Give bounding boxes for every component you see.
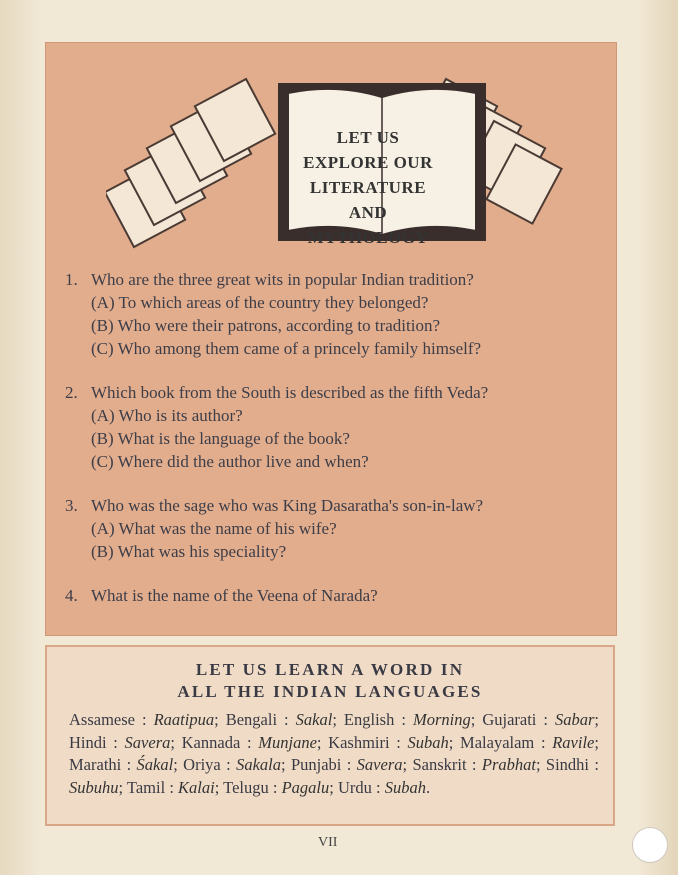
language-word: Savera xyxy=(124,732,171,752)
language-entry: English : Morning; xyxy=(343,710,483,729)
language-word: Morning xyxy=(412,710,471,729)
banner-title-line: MYTHOLOGY xyxy=(307,228,429,247)
language-entry: Sanskrit : Prabhat; xyxy=(412,755,546,774)
language-name: Hindi xyxy=(69,732,107,752)
language-name: Kashmiri xyxy=(328,732,390,752)
banner-title-line: AND xyxy=(348,203,388,222)
language-name: Kannada xyxy=(181,732,241,752)
language-name: Malayalam xyxy=(460,732,535,752)
language-word: Śakal xyxy=(136,755,174,774)
sub-question: (A) To which areas of the country they belonged? xyxy=(91,293,429,312)
sub-question: (A) Who is its author? xyxy=(91,406,243,425)
language-word: Savera xyxy=(356,755,403,774)
language-name: Sindhi xyxy=(545,755,590,774)
word-panel-title xyxy=(47,659,613,703)
question-text: Who are the three great wits in popular Indian tradition? xyxy=(91,270,474,289)
question-list xyxy=(65,268,610,628)
language-name: English xyxy=(343,710,395,729)
word-title-line: LET US LEARN A WORD IN xyxy=(195,660,465,679)
language-entry: Sindhi : Subuhu; xyxy=(69,755,599,797)
banner-title-line: LET US xyxy=(336,128,400,147)
language-entry: Oriya : Sakala; xyxy=(183,755,291,774)
sub-question: (A) What was the name of his wife? xyxy=(91,519,337,538)
banner-title xyxy=(278,125,458,250)
language-word: Kalai xyxy=(178,777,215,797)
question-item xyxy=(65,584,610,607)
language-word: Sakala xyxy=(236,755,281,774)
left-book-stack xyxy=(106,79,275,247)
language-name: Urdu xyxy=(337,777,372,797)
language-name: Sanskrit xyxy=(412,755,467,774)
language-word: Prabhat xyxy=(481,755,536,774)
language-name: Bengali xyxy=(225,710,278,729)
language-entry: Hindi : Savera; xyxy=(69,732,182,752)
language-word: Subuhu xyxy=(69,777,119,797)
question-item xyxy=(65,268,610,360)
sub-question: (B) Who were their patrons, according to tradition? xyxy=(91,316,441,335)
language-word-list xyxy=(69,709,599,799)
language-entry: Kannada : Munjane; xyxy=(181,732,329,752)
language-entry: Malayalam : Ravile; xyxy=(460,732,599,752)
language-entry: Punjabi : Savera; xyxy=(290,755,413,774)
language-word: Raatipua xyxy=(153,710,215,729)
banner-title-line: LITERATURE xyxy=(309,178,427,197)
language-word: Sabar xyxy=(554,710,595,729)
sub-question: (C) Who among them came of a princely family himself? xyxy=(91,339,482,358)
question-item xyxy=(65,381,610,473)
question-number: 4. xyxy=(65,586,78,605)
language-entry: Marathi : Śakal; xyxy=(69,755,184,774)
sub-question: (B) What was his speciality? xyxy=(91,542,287,561)
page-number: VII xyxy=(318,835,338,850)
language-word: Sakal xyxy=(295,710,333,729)
language-word: Pagalu xyxy=(281,777,330,797)
question-number: 1. xyxy=(65,270,78,289)
language-entry: Telugu : Pagalu; xyxy=(223,777,338,797)
sub-question: (C) Where did the author live and when? xyxy=(91,452,369,471)
word-panel xyxy=(45,645,615,826)
sub-question: (B) What is the language of the book? xyxy=(91,429,350,448)
language-entry: Kashmiri : Subah; xyxy=(328,732,461,752)
language-name: Marathi xyxy=(69,755,122,774)
language-entry: Gujarati : Sabar; xyxy=(482,710,599,729)
language-entry: Bengali : Sakal; xyxy=(225,710,344,729)
language-word: Munjane xyxy=(258,732,317,752)
language-name: Oriya xyxy=(183,755,221,774)
stamp-logo xyxy=(632,827,668,863)
language-entry: Assamese : Raatipua; xyxy=(69,710,226,729)
language-name: Telugu xyxy=(223,777,269,797)
question-text: Who was the sage who was King Dasaratha's son-in-law? xyxy=(91,496,484,515)
question-number: 2. xyxy=(65,383,78,402)
language-entry: Tamil : Kalai; xyxy=(126,777,224,797)
language-word: Subah xyxy=(384,777,426,797)
question-item xyxy=(65,494,610,563)
language-word: Ravile xyxy=(552,732,595,752)
language-name: Punjabi xyxy=(290,755,342,774)
language-name: Tamil xyxy=(126,777,166,797)
language-name: Gujarati xyxy=(482,710,537,729)
question-number: 3. xyxy=(65,496,78,515)
question-text: What is the name of the Veena of Narada? xyxy=(91,586,378,605)
language-word: Subah xyxy=(407,732,449,752)
word-title-line: ALL THE INDIAN LANGUAGES xyxy=(177,682,483,701)
question-text: Which book from the South is described as the fifth Veda? xyxy=(91,383,489,402)
language-entry: Urdu : Subah. xyxy=(337,777,431,797)
banner-title-line: EXPLORE OUR xyxy=(303,153,433,172)
language-name: Assamese xyxy=(69,710,135,729)
